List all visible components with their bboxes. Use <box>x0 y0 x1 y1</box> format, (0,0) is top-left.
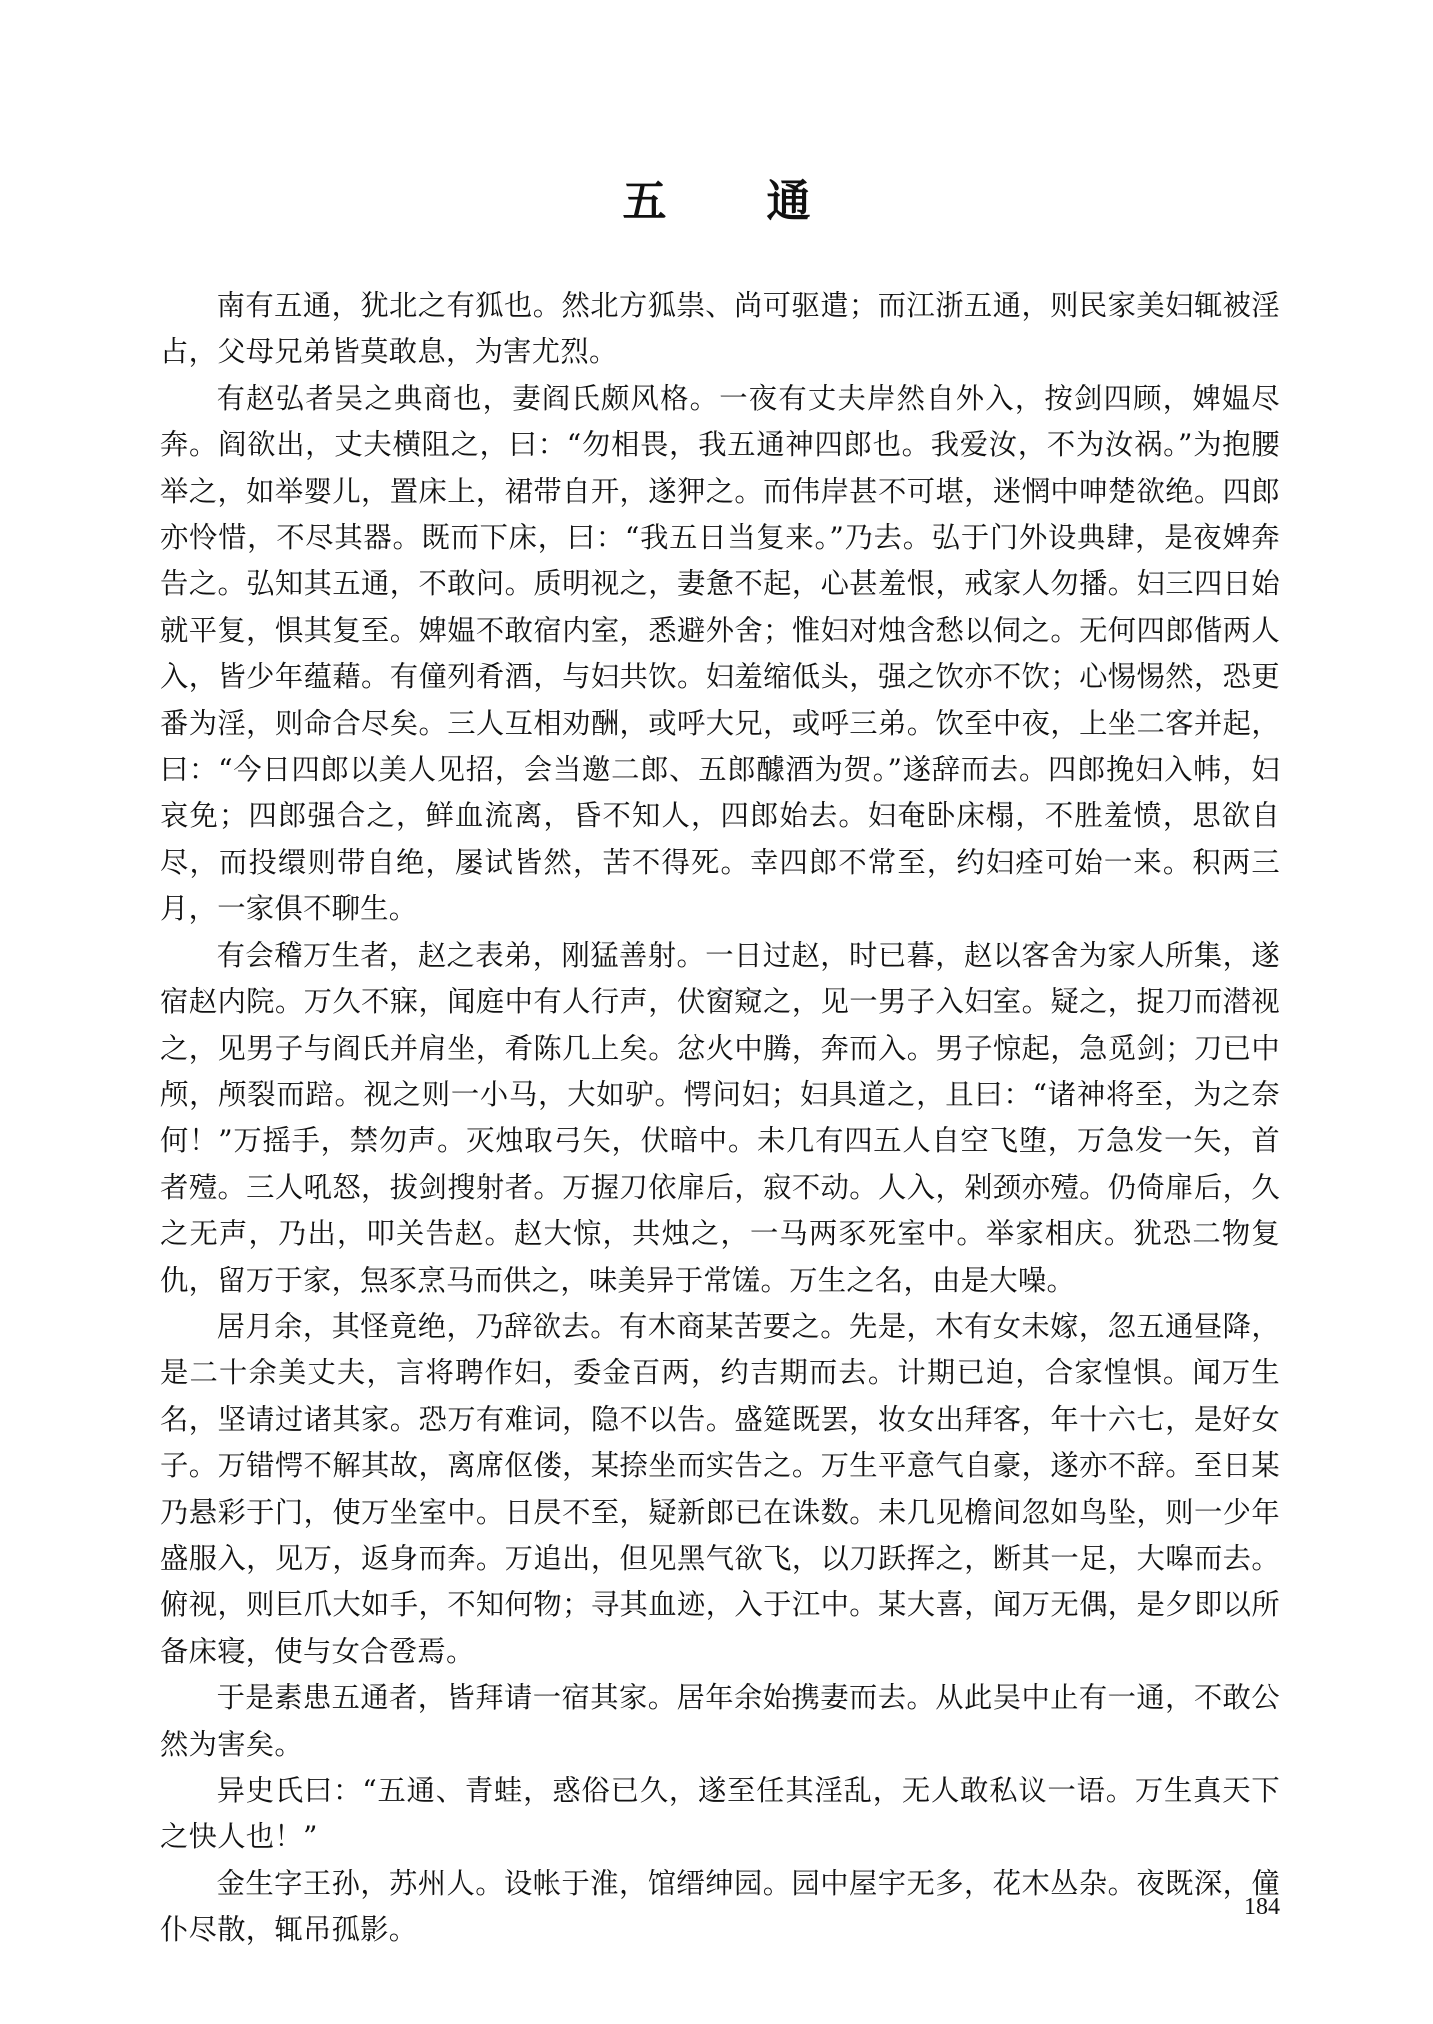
body-text <box>160 283 1280 1954</box>
paragraph: 异史氏曰：“五通、青蛙，惑俗已久，遂至任其淫乱，无人敢私议一语。万生真天下之快人也！” <box>160 1774 1280 1854</box>
paragraph: 南有五通，犹北之有狐也。然北方狐祟、尚可驱遣；而江浙五通，则民家美妇辄被淫占，父母兄弟皆莫敢息，为害尤烈。 <box>160 289 1280 369</box>
paragraph: 于是素患五通者，皆拜请一宿其家。居年余始携妻而去。从此吴中止有一通，不敢公然为害矣。 <box>160 1681 1280 1761</box>
paragraph: 有会稽万生者，赵之表弟，刚猛善射。一日过赵，时已暮，赵以客舍为家人所集，遂宿赵内院。万久不寐，闻庭中有人行声，伏窗窥之，见一男子入妇室。疑之，捉刀而潜视之，见男子与阎氏并肩坐，肴陈几上矣。忿火中腾，奔而入。男子惊起，急觅剑；刀已中颅，颅裂而踣。视之则一小马，大如驴。愕问妇；妇具道之，且曰：“诸神将至，为之奈何！”万摇手，禁勿声。灭烛取弓矢，伏暗中。未几有四五人自空飞堕，万急发一矢，首者殪。三人吼怒，拔剑搜射者。万握刀依扉后，寂不动。人入，剁颈亦殪。仍倚扉后，久之无声，乃出，叩关告赵。赵大惊，共烛之，一马两豕死室中。举家相庆。犹恐二物复仇，留万于家，炰豕烹马而供之，味美异于常馐。万生之名，由是大噪。 <box>160 938 1280 1297</box>
page-title: 五 通 <box>622 176 839 227</box>
page-number: 184 <box>1244 1894 1280 1920</box>
paragraph: 金生字王孙，苏州人。设帐于淮，馆缙绅园。园中屋宇无多，花木丛杂。夜既深，僮仆尽散，辄吊孤影。 <box>160 1866 1280 1947</box>
paragraph: 有赵弘者吴之典商也，妻阎氏颇风格。一夜有丈夫岸然自外入，按剑四顾，婢媪尽奔。阎欲出，丈夫横阻之，曰：“勿相畏，我五通神四郎也。我爱汝，不为汝祸。”为抱腰举之，如举婴儿，置床上，裙带自开，遂狎之。而伟岸甚不可堪，迷惘中呻楚欲绝。四郎亦怜惜，不尽其器。既而下床，曰：“我五日当复来。”乃去。弘于门外设典肆，是夜婢奔告之。弘知其五通，不敢问。质明视之，妻惫不起，心甚羞恨，戒家人勿播。妇三四日始就平复，惧其复至。婢媪不敢宿内室，悉避外舍；惟妇对烛含愁以伺之。无何四郎偕两人入，皆少年蕴藉。有僮列肴酒，与妇共饮。妇羞缩低头，强之饮亦不饮；心惕惕然，恐更番为淫，则命合尽矣。三人互相劝酬，或呼大兄，或呼三弟。饮至中夜，上坐二客并起，曰：“今日四郎以美人见招，会当邀二郎、五郎醵酒为贺。”遂辞而去。四郎挽妇入帏，妇哀免；四郎强合之，鲜血流离，昏不知人，四郎始去。妇奄卧床榻，不胜羞愤，思欲自尽，而投缳则带自绝，屡试皆然，苦不得死。幸四郎不常至，约妇痊可始一来。积两三月，一家俱不聊生。 <box>160 381 1280 926</box>
paragraph: 居月余，其怪竟绝，乃辞欲去。有木商某苦要之。先是，木有女未嫁，忽五通昼降，是二十余美丈夫，言将聘作妇，委金百两，约吉期而去。计期已迫，合家惶惧。闻万生名，坚请过诸其家。恐万有难词，隐不以告。盛筵既罢，妆女出拜客，年十六七，是好女子。万错愕不解其故，离席伛偻，某捺坐而实告之。万生平意气自豪，遂亦不辞。至日某乃悬彩于门，使万坐室中。日昃不至，疑新郎已在诛数。未几见檐间忽如鸟坠，则一少年盛服入，见万，返身而奔。万追出，但见黑气欲飞，以刀跃挥之，断其一足，大嗥而去。俯视，则巨爪大如手，不知何物；寻其血迹，入于江中。某大喜，闻万无偶，是夕即以所备床寝，使与女合卺焉。 <box>160 1309 1280 1668</box>
